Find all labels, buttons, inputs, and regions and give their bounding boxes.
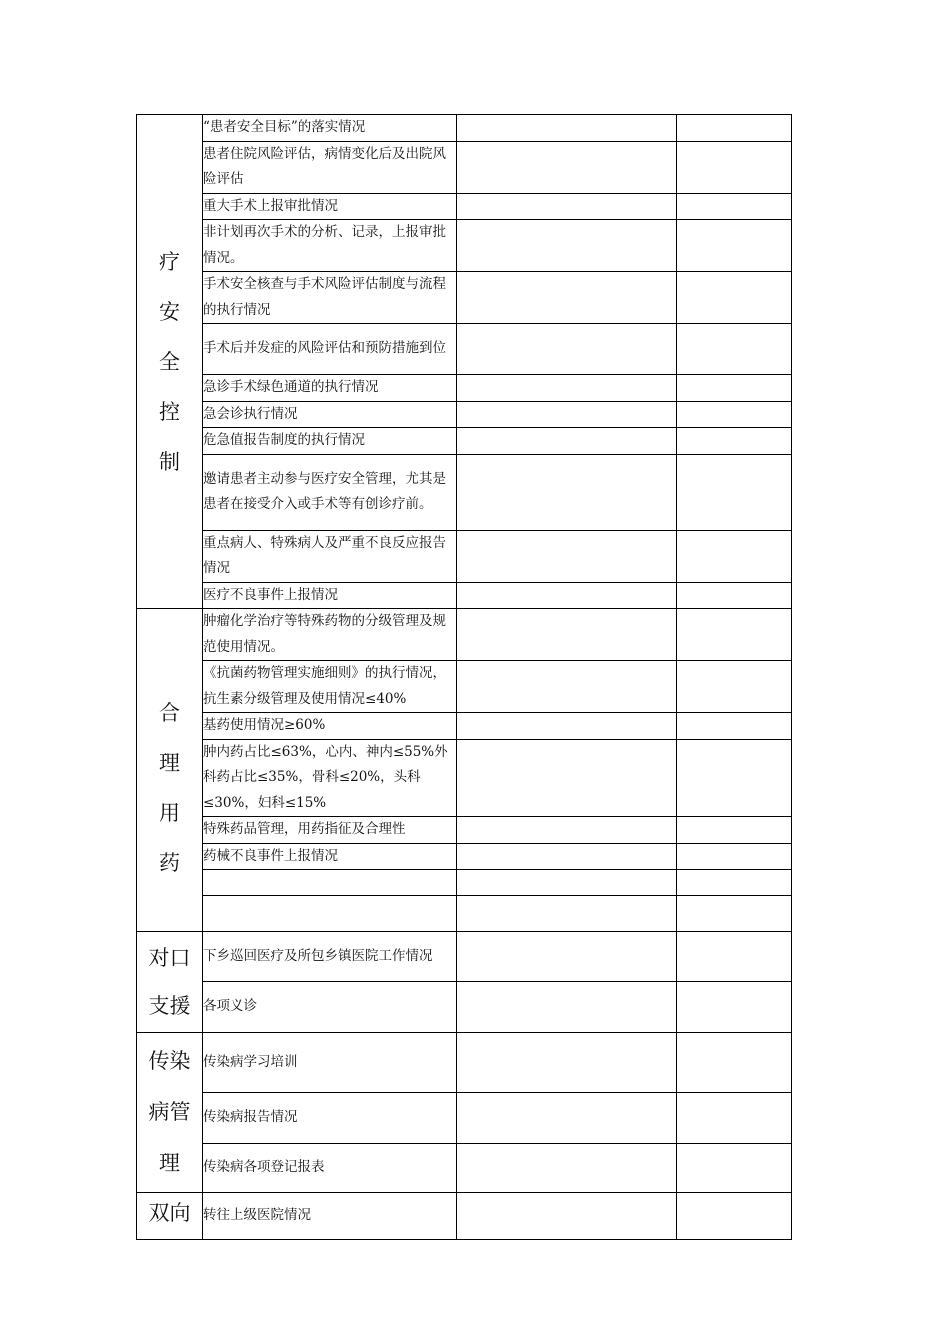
table-row bbox=[137, 932, 792, 982]
score-cell[interactable] bbox=[677, 193, 792, 220]
table-row bbox=[137, 401, 792, 428]
table-row bbox=[137, 324, 792, 375]
category-cell bbox=[137, 932, 203, 1033]
table-row bbox=[137, 1144, 792, 1193]
item-cell: 转往上级医院情况 bbox=[203, 1193, 457, 1240]
score-cell[interactable] bbox=[677, 661, 792, 713]
result-cell[interactable] bbox=[457, 609, 677, 661]
category-line: 合 bbox=[159, 701, 180, 725]
item-cell: 手术后并发症的风险评估和预防措施到位 bbox=[203, 324, 457, 375]
item-cell: 患者住院风险评估，病情变化后及出院风险评估 bbox=[203, 141, 457, 193]
item-cell: 肿瘤化学治疗等特殊药物的分级管理及规范使用情况。 bbox=[203, 609, 457, 661]
item-cell: 危急值报告制度的执行情况 bbox=[203, 428, 457, 455]
table-row bbox=[137, 661, 792, 713]
item-cell: 各项义诊 bbox=[203, 982, 457, 1033]
table-row bbox=[137, 428, 792, 455]
table-row bbox=[137, 582, 792, 609]
category-line: 制 bbox=[159, 449, 180, 474]
score-cell[interactable] bbox=[677, 609, 792, 661]
inspection-table bbox=[136, 114, 792, 1240]
score-cell[interactable] bbox=[677, 428, 792, 455]
result-cell[interactable] bbox=[457, 401, 677, 428]
item-cell: 手术安全核查与手术风险评估制度与流程的执行情况 bbox=[203, 272, 457, 324]
table-row bbox=[137, 141, 792, 193]
result-cell[interactable] bbox=[457, 193, 677, 220]
result-cell[interactable] bbox=[457, 324, 677, 375]
table-row bbox=[137, 530, 792, 582]
category-line: 病管 bbox=[148, 1100, 191, 1124]
item-cell: 特殊药品管理，用药指征及合理性 bbox=[203, 817, 457, 844]
item-cell: 下乡巡回医疗及所包乡镇医院工作情况 bbox=[203, 932, 457, 982]
result-cell[interactable] bbox=[457, 1033, 677, 1093]
item-cell bbox=[203, 870, 457, 896]
result-cell[interactable] bbox=[457, 454, 677, 530]
result-cell[interactable] bbox=[457, 817, 677, 844]
score-cell[interactable] bbox=[677, 817, 792, 844]
score-cell[interactable] bbox=[677, 375, 792, 402]
item-cell: 肿内药占比≤63%，心内、神内≤55%外科药占比≤35%，骨科≤20%，头科≤30%，妇科≤15% bbox=[203, 739, 457, 817]
category-line: 用 bbox=[159, 801, 180, 825]
category-line: 理 bbox=[159, 1151, 180, 1175]
result-cell[interactable] bbox=[457, 272, 677, 324]
item-cell: 传染病各项登记报表 bbox=[203, 1144, 457, 1193]
score-cell[interactable] bbox=[677, 896, 792, 932]
result-cell[interactable] bbox=[457, 115, 677, 142]
table-row bbox=[137, 713, 792, 740]
result-cell[interactable] bbox=[457, 661, 677, 713]
table-row bbox=[137, 115, 792, 142]
score-cell[interactable] bbox=[677, 530, 792, 582]
score-cell[interactable] bbox=[677, 1033, 792, 1093]
score-cell[interactable] bbox=[677, 324, 792, 375]
score-cell[interactable] bbox=[677, 220, 792, 272]
result-cell[interactable] bbox=[457, 530, 677, 582]
table-row bbox=[137, 870, 792, 896]
item-cell: 《抗菌药物管理实施细则》的执行情况，抗生素分级管理及使用情况≤40% bbox=[203, 661, 457, 713]
category-line: 疗 bbox=[159, 249, 180, 274]
score-cell[interactable] bbox=[677, 870, 792, 896]
result-cell[interactable] bbox=[457, 141, 677, 193]
table-row bbox=[137, 272, 792, 324]
table-row bbox=[137, 896, 792, 932]
category-line: 控 bbox=[159, 399, 180, 424]
item-cell: 急会诊执行情况 bbox=[203, 401, 457, 428]
score-cell[interactable] bbox=[677, 739, 792, 817]
category-line: 支援 bbox=[148, 994, 191, 1018]
item-cell: 基药使用情况≥60% bbox=[203, 713, 457, 740]
result-cell[interactable] bbox=[457, 582, 677, 609]
score-cell[interactable] bbox=[677, 272, 792, 324]
table-row bbox=[137, 817, 792, 844]
score-cell[interactable] bbox=[677, 1144, 792, 1193]
result-cell[interactable] bbox=[457, 870, 677, 896]
table-row bbox=[137, 1033, 792, 1093]
category-line: 对口 bbox=[148, 946, 191, 970]
table-row bbox=[137, 739, 792, 817]
table-row bbox=[137, 1093, 792, 1144]
score-cell[interactable] bbox=[677, 582, 792, 609]
category-cell bbox=[137, 115, 203, 609]
table-row bbox=[137, 609, 792, 661]
item-cell bbox=[203, 896, 457, 932]
result-cell[interactable] bbox=[457, 739, 677, 817]
item-cell: 传染病报告情况 bbox=[203, 1093, 457, 1144]
item-cell: 急诊手术绿色通道的执行情况 bbox=[203, 375, 457, 402]
score-cell[interactable] bbox=[677, 1193, 792, 1240]
score-cell[interactable] bbox=[677, 401, 792, 428]
result-cell[interactable] bbox=[457, 843, 677, 870]
result-cell[interactable] bbox=[457, 1193, 677, 1240]
result-cell[interactable] bbox=[457, 982, 677, 1033]
table-row bbox=[137, 982, 792, 1033]
table-row bbox=[137, 454, 792, 530]
table-row bbox=[137, 1193, 792, 1240]
table-row bbox=[137, 220, 792, 272]
item-cell: 重大手术上报审批情况 bbox=[203, 193, 457, 220]
category-line: 全 bbox=[159, 349, 180, 374]
category-cell bbox=[137, 1033, 203, 1193]
score-cell[interactable] bbox=[677, 141, 792, 193]
result-cell[interactable] bbox=[457, 932, 677, 982]
category-line: 安 bbox=[159, 299, 180, 324]
category-line: 传染 bbox=[148, 1049, 191, 1073]
table-row bbox=[137, 193, 792, 220]
result-cell[interactable] bbox=[457, 375, 677, 402]
category-line: 药 bbox=[159, 851, 180, 875]
category-line: 理 bbox=[159, 751, 180, 775]
score-cell[interactable] bbox=[677, 1093, 792, 1144]
item-cell: 重点病人、特殊病人及严重不良反应报告情况 bbox=[203, 530, 457, 582]
result-cell[interactable] bbox=[457, 428, 677, 455]
item-cell: 医疗不良事件上报情况 bbox=[203, 582, 457, 609]
item-cell: 药械不良事件上报情况 bbox=[203, 843, 457, 870]
result-cell[interactable] bbox=[457, 713, 677, 740]
table-row bbox=[137, 843, 792, 870]
score-cell[interactable] bbox=[677, 713, 792, 740]
score-cell[interactable] bbox=[677, 932, 792, 982]
score-cell[interactable] bbox=[677, 982, 792, 1033]
item-cell: “患者安全目标”的落实情况 bbox=[203, 115, 457, 142]
result-cell[interactable] bbox=[457, 1144, 677, 1193]
score-cell[interactable] bbox=[677, 454, 792, 530]
item-cell: 邀请患者主动参与医疗安全管理，尤其是患者在接受介入或手术等有创诊疗前。 bbox=[203, 454, 457, 530]
result-cell[interactable] bbox=[457, 1093, 677, 1144]
category-cell bbox=[137, 609, 203, 932]
item-cell: 传染病学习培训 bbox=[203, 1033, 457, 1093]
score-cell[interactable] bbox=[677, 843, 792, 870]
table-row bbox=[137, 375, 792, 402]
item-cell: 非计划再次手术的分析、记录，上报审批情况。 bbox=[203, 220, 457, 272]
result-cell[interactable] bbox=[457, 896, 677, 932]
score-cell[interactable] bbox=[677, 115, 792, 142]
category-cell bbox=[137, 1193, 203, 1240]
category-line: 双向 bbox=[148, 1201, 191, 1225]
result-cell[interactable] bbox=[457, 220, 677, 272]
